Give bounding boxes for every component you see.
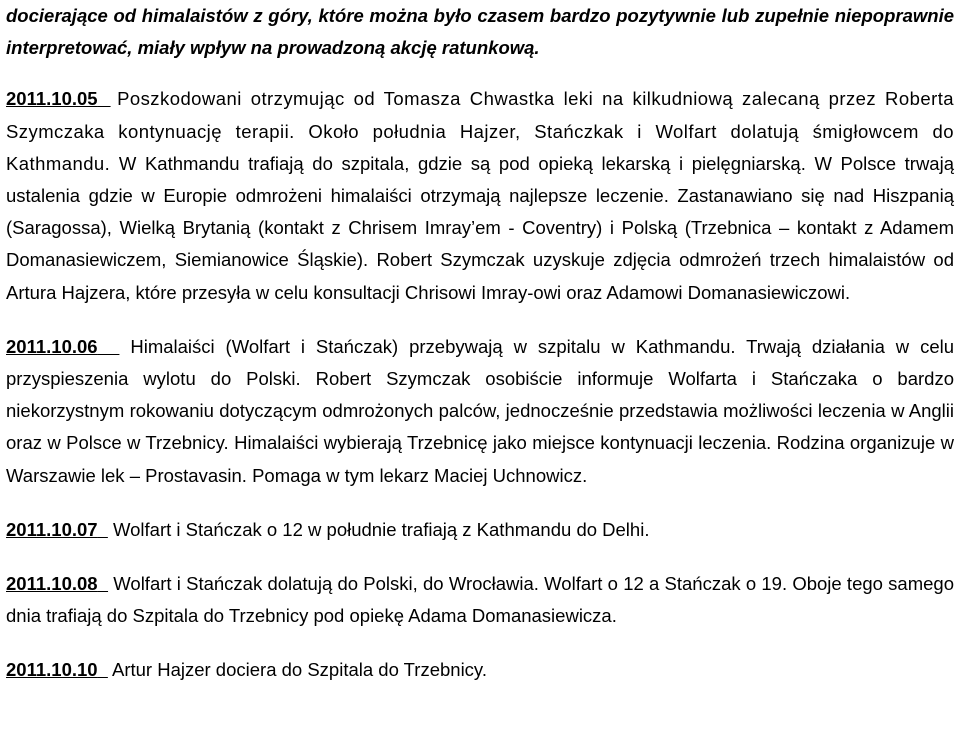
entry-text-continued: W Kathmandu trafiają do szpitala, gdzie są pod opieką lekarską i pielęgniarską. W Polsce trwają ustalenia gdzie w Europie odmrożeni himalaiści otrzymają najlepsze leczenie. Zastanawiano się nad Hiszpanią (Saragossa), Wielką Brytanią (kontakt z Chrisem Imray’em - Coventry) i Polską (Trzebnica – kontakt z Adamem Domanasiewiczem, Siemianowice Śląskie). Robert Szymczak uzyskuje zdjęcia odmrożeń trzech himalaistów od Artura Hajzera, które przesyła w celu konsultacji Chrisowi Imray-owi oraz Adamowi Domanasiewiczowi. [6,152,954,303]
entry-2011-10-10 [6,654,954,686]
entry-date: 2011.10.06 [6,335,98,357]
document-page [6,0,954,687]
entry-2011-10-05 [6,83,954,308]
entry-date: 2011.10.07 [6,518,98,540]
entry-text: Wolfart i Stańczak dolatują do Polski, do Wrocławia. Wolfart o 12 a Stańczak o 19. Oboje tego samego dnia trafiają do Szpitala do Trzebnicy pod opiekę Adama Domanasiewicza. [6,573,954,627]
entry-date: 2011.10.05 [6,88,98,110]
entry-text: Himalaiści (Wolfart i Stańczak) przebywają w szpitalu w Kathmandu. Trwają działania w celu przyspieszenia wylotu do Polski. Robert Szymczak osobiście informuje Wolfarta i Stańczaka o bardzo niekorzystnym rokowaniu dotyczącym odmrożonych palców, jednocześnie przedstawia możliwości leczenia w Anglii oraz w Polsce w Trzebnicy. Himalaiści wybierają Trzebnicę jako miejsce kontynuacji leczenia. Rodzina organizuje w Warszawie lek – Prostavasin. Pomaga w tym lekarz Maciej Uchnowicz. [6,335,955,486]
entry-date: 2011.10.10 [6,659,98,681]
intro-text: docierające od himalaistów z góry, które można było czasem bardzo pozytywnie lub zupełnie niepoprawnie interpretować, miały wpływ na prowadzoną akcję ratunkową. [6,5,954,59]
entry-2011-10-07 [6,514,954,546]
entry-text: Poszkodowani otrzymując od Tomasza Chwastka leki na kilkudniową zalecaną przez Roberta Szymczaka kontynuację terapii. Około południa Hajzer, Stańczkak i Wolfart dolatują śmigłowcem do Kathmandu. [6,88,955,174]
intro-paragraph [6,0,954,64]
entry-2011-10-06 [6,331,954,492]
entry-text: Artur Hajzer dociera do Szpitala do Trzebnicy. [111,659,487,681]
entry-date: 2011.10.08 [6,573,98,595]
entry-2011-10-08 [6,568,954,632]
entry-text: Wolfart i Stańczak o 12 w południe trafiają z Kathmandu do Delhi. [113,518,650,540]
